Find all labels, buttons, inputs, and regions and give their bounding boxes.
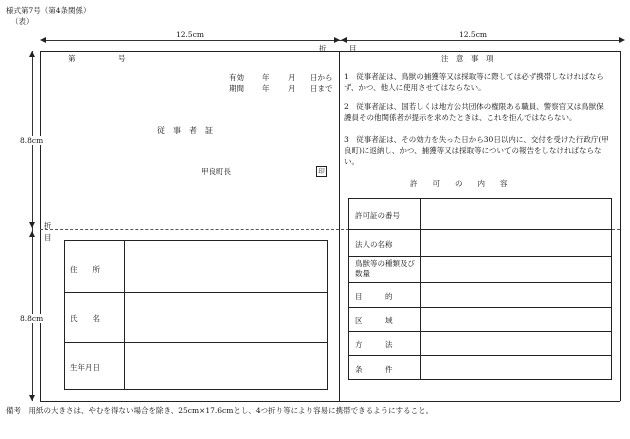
year-from: 年 [262,73,270,82]
permit-row-divider [348,282,612,283]
permit-row-divider [348,331,612,332]
card-bottom-border [40,401,620,402]
validity-label-2: 期間 [229,84,244,93]
validity-label-1: 有効 [229,73,244,82]
form-number: 様式第7号（第4条関係） [6,6,91,15]
permit-row-area: 区 域 [355,316,393,325]
day-from: 日から [310,73,333,82]
card-right-border [620,51,621,401]
right-arrow-icon [334,37,340,43]
holder-table [64,240,328,390]
width-right-label: 12.5cm [459,30,488,39]
seal-icon: 印 [316,166,327,177]
holder-column-divider [124,240,125,390]
issuer: 甲良町長 [201,167,231,176]
permit-row-divider [348,256,612,257]
down-arrow-icon [29,222,35,228]
width-left-label: 12.5cm [176,30,205,39]
permit-column-divider [420,198,421,380]
card-top-border [40,51,620,52]
certificate-title: 従 事 者 証 [157,126,213,135]
height-bottom-label: 8.8cm [20,314,44,323]
up-arrow-icon [29,51,35,57]
footer-note: 備考 用紙の大きさは、やむを得ない場合を除き、25cm×17.6cmとし、4つ折り等により容易に携帯できるようにすること。 [6,406,434,415]
left-arrow-icon [341,37,347,43]
right-arrow-icon [619,37,625,43]
year-to: 年 [262,84,270,93]
permit-row-divider [348,229,612,230]
holder-birthdate-label: 生年月日 [70,363,100,372]
month-from: 月 [288,73,296,82]
permit-row-purpose: 目 的 [355,292,393,301]
eye-marker-top: 目 [349,44,357,53]
fold-mark-top: 折 [319,44,327,53]
left-arrow-icon [40,37,46,43]
permit-row-divider [348,355,612,356]
number-suffix: 号 [118,54,126,63]
day-to: 日まで [310,84,333,93]
notes-heading: 注 意 事 項 [441,54,494,63]
permit-row-species: 鳥獣等の種類及び数量 [355,259,415,278]
month-to: 月 [288,84,296,93]
up-arrow-icon [29,231,35,237]
holder-name-label: 氏 名 [70,314,100,323]
number-prefix: 第 [68,54,76,63]
permit-row-number: 許可証の番号 [355,211,400,220]
permit-row-corporation: 法人の名称 [355,240,393,249]
holder-row-divider [64,292,328,293]
permit-row-method: 方 法 [355,340,393,349]
permit-row-conditions: 条 件 [355,365,393,374]
vertical-fold-line [339,51,340,401]
permit-row-divider [348,307,612,308]
holder-row-divider [64,342,328,343]
height-top-label: 8.8cm [20,136,44,145]
side-label: （表） [11,17,34,26]
down-arrow-icon [29,395,35,401]
note-item-1: 1 従事者証は、鳥獣の捕獲等又は採取等に際しては必ず携帯しなければならず、かつ、他人に使用させてはならない。 [344,72,604,92]
card-left-border [40,51,41,401]
permit-table [348,198,612,380]
holder-address-label: 住 所 [70,265,100,274]
note-item-3: 3 従事者証は、その効力を失った日から30日以内に、交付を受けた行政庁(甲良町)に返納し、かつ、捕獲等又は採取等についての報告をしなければならない。 [344,135,609,166]
permit-heading: 許 可 の 内 容 [410,179,508,188]
width-dimension-line [46,40,620,41]
note-item-2: 2 従事者証は、国若しくは地方公共団体の権限ある職員、警察官又は鳥獣保護員その他関係者が提示を求めたときは、これを拒んではならない。 [344,102,604,122]
eye-marker-left: 目 [44,233,52,242]
fold-mark-left: 折 [44,221,52,230]
